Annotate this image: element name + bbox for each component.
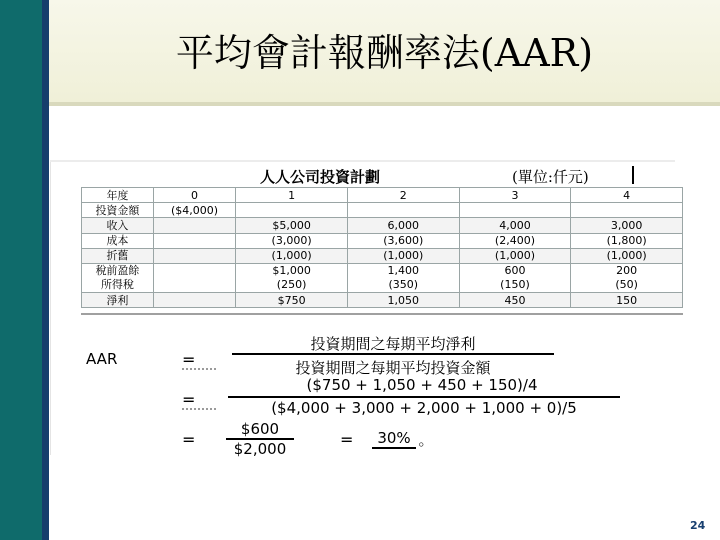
table-row [82, 218, 683, 233]
formula-denominator: ($4,000 + 3,000 + 2,000 + 1,000 + 0)/5 [271, 399, 577, 417]
row-label-line: 所得稅 [100, 277, 134, 291]
table-cell: (3,600) [347, 233, 459, 248]
row-label: 投資金額 [82, 203, 154, 218]
table-cell [153, 248, 235, 263]
left-accent-stripe [42, 0, 49, 540]
table-cell: 150 [571, 292, 683, 307]
table-cell: ($4,000) [153, 203, 235, 218]
table-cell: 1,050 [347, 292, 459, 307]
table-cell [459, 263, 571, 292]
row-label: 淨利 [82, 292, 154, 307]
page-number: 24 [690, 519, 706, 532]
row-label [82, 263, 154, 292]
table-cell: (3,000) [236, 233, 348, 248]
equals-underline [182, 365, 216, 370]
header-cell: 4 [571, 188, 683, 203]
row-label: 折舊 [82, 248, 154, 263]
formula-numerator: ($750 + 1,050 + 450 + 150)/4 [306, 376, 538, 394]
table-bottom-rule [81, 313, 683, 315]
table-cell [571, 203, 683, 218]
table-cell [236, 263, 348, 292]
formula-numerator: $600 [240, 420, 280, 438]
table-cell [153, 292, 235, 307]
table-cell [153, 233, 235, 248]
table-cell: (1,000) [236, 248, 348, 263]
formula-denominator: 投資期間之每期平均投資金額 [295, 359, 491, 377]
header-cell: 3 [459, 188, 571, 203]
table-cell: 450 [459, 292, 571, 307]
cell-line: (350) [388, 277, 419, 291]
equals-sign: = [340, 430, 354, 449]
table-cell [236, 203, 348, 218]
header-cell: 年度 [82, 188, 154, 203]
table-cell: (1,000) [459, 248, 571, 263]
header-cell: 0 [153, 188, 235, 203]
content-top-edge [50, 160, 675, 162]
row-label-line: 稅前盈餘 [95, 263, 140, 277]
table-cell [459, 203, 571, 218]
header-cell: 1 [236, 188, 348, 203]
table-cell: 4,000 [459, 218, 571, 233]
table-cell: $5,000 [236, 218, 348, 233]
table-row [82, 292, 683, 307]
left-accent-bar [0, 0, 42, 540]
equals-sign: = [182, 390, 196, 409]
table-header-row [82, 188, 683, 203]
table-row [82, 203, 683, 218]
result-value: 30% [377, 429, 411, 447]
slide-title: 平均會計報酬率法(AAR) [175, 31, 594, 75]
table-cell: (1,800) [571, 233, 683, 248]
result-suffix: 。 [418, 431, 434, 449]
text-cursor [632, 166, 634, 184]
aar-label: AAR [86, 350, 118, 368]
row-label: 成本 [82, 233, 154, 248]
table-cell [347, 263, 459, 292]
formula-numerator: 投資期間之每期平均淨利 [310, 335, 476, 353]
table-cell: 6,000 [347, 218, 459, 233]
table-cell: (2,400) [459, 233, 571, 248]
equals-sign: = [182, 350, 196, 369]
formula-denominator: $2,000 [233, 440, 287, 458]
fraction-bar [228, 396, 620, 398]
table-cell [347, 203, 459, 218]
fraction-bar [232, 353, 554, 355]
table-cell [153, 218, 235, 233]
header-cell: 2 [347, 188, 459, 203]
cell-line: 200 [616, 263, 638, 277]
table-cell [571, 263, 683, 292]
table-unit: (單位:仟元) [512, 168, 589, 186]
title-divider [49, 102, 720, 106]
equals-sign: = [182, 430, 196, 449]
investment-table [81, 187, 683, 308]
table-cell: (1,000) [347, 248, 459, 263]
cell-line: $1,000 [272, 263, 311, 277]
table-cell: $750 [236, 292, 348, 307]
table-cell [153, 263, 235, 292]
cell-line: (250) [276, 277, 307, 291]
table-row [82, 263, 683, 292]
cell-line: (150) [500, 277, 530, 291]
result-underline [372, 447, 416, 449]
table-cell: 3,000 [571, 218, 683, 233]
table-row [82, 233, 683, 248]
table-cell: (1,000) [571, 248, 683, 263]
table-row [82, 248, 683, 263]
cell-line: 600 [504, 263, 526, 277]
table-title: 人人公司投資計劃 [260, 168, 381, 186]
row-label: 收入 [82, 218, 154, 233]
equals-underline [182, 405, 216, 410]
cell-line: (50) [615, 277, 638, 291]
cell-line: 1,400 [387, 263, 420, 277]
